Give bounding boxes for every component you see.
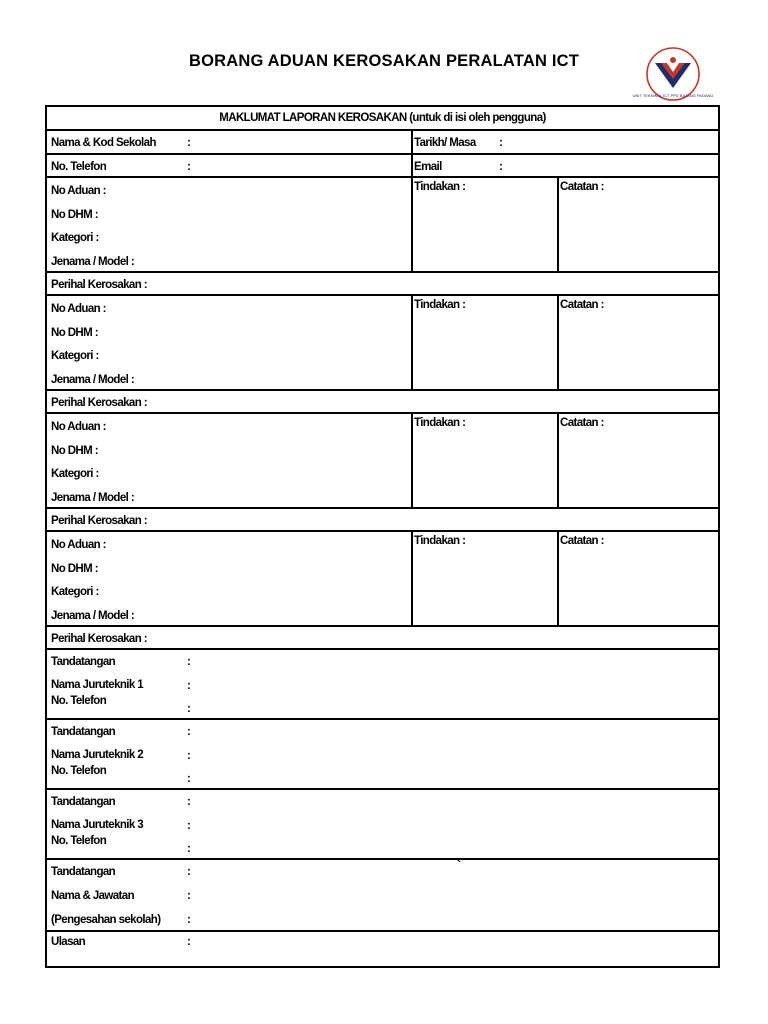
tindakan-label: Tindakan : — [414, 299, 466, 311]
endorsement-signature-label: Tandatangan — [51, 866, 116, 878]
tech-phone-colon: : — [187, 843, 191, 855]
tech-signature-label: Tandatangan — [51, 656, 116, 668]
no-aduan-label: No Aduan : — [51, 303, 106, 315]
jenama-label: Jenama / Model : — [51, 609, 135, 622]
email-colon: : — [499, 161, 503, 173]
tech-name-label: Nama Juruteknik 3 — [51, 819, 144, 831]
phone-colon: : — [187, 161, 191, 173]
no-aduan-label: No Aduan : — [51, 539, 106, 551]
tech-signature-colon: : — [187, 796, 191, 808]
remarks-colon: : — [187, 936, 191, 948]
remarks-label: Ulasan — [51, 936, 86, 948]
catatan-label: Catatan : — [560, 417, 604, 429]
tech-name-label: Nama Juruteknik 1 — [51, 679, 144, 691]
tindakan-label: Tindakan : — [414, 535, 466, 547]
divider — [557, 414, 559, 509]
perihal-label: Perihal Kerosakan : — [51, 515, 147, 527]
endorsement-block — [47, 860, 718, 932]
endorsement-note: (Pengesahan sekolah) — [51, 914, 161, 926]
jenama-label: Jenama / Model : — [51, 255, 135, 268]
technician-block — [47, 720, 718, 790]
no-dhm-label: No DHM : — [51, 562, 98, 575]
catatan-label: Catatan : — [560, 535, 604, 547]
form-header-banner — [47, 107, 718, 131]
unit-logo — [632, 46, 714, 102]
tech-signature-label: Tandatangan — [51, 796, 116, 808]
email-label: Email — [414, 161, 442, 173]
phone-row — [47, 155, 718, 178]
perihal-row — [47, 273, 718, 296]
jenama-label: Jenama / Model : — [51, 373, 135, 386]
perihal-label: Perihal Kerosakan : — [51, 397, 147, 409]
divider — [411, 131, 413, 155]
date-colon: : — [499, 137, 503, 149]
no-dhm-label: No DHM : — [51, 208, 98, 221]
divider — [411, 414, 413, 509]
complaint-form — [45, 105, 720, 968]
kategori-label: Kategori : — [51, 586, 99, 598]
endorsement-name-colon: : — [187, 890, 191, 902]
tech-name-colon: : — [187, 750, 191, 762]
endorsement-note-colon: : — [187, 914, 191, 926]
tech-phone-colon: : — [187, 703, 191, 715]
tech-signature-label: Tandatangan — [51, 726, 116, 738]
no-aduan-label: No Aduan : — [51, 421, 106, 433]
date-label: Tarikh/ Masa — [414, 137, 476, 149]
catatan-label: Catatan : — [560, 181, 604, 193]
form-title: BORANG ADUAN KEROSAKAN PERALATAN ICT — [188, 52, 580, 70]
tech-signature-colon: : — [187, 726, 191, 738]
tech-phone-label: No. Telefon — [51, 835, 107, 847]
complaint-block — [47, 178, 718, 273]
tindakan-label: Tindakan : — [414, 417, 466, 429]
remarks-block — [47, 932, 718, 968]
no-dhm-label: No DHM : — [51, 326, 98, 339]
divider — [557, 178, 559, 273]
perihal-row — [47, 509, 718, 532]
kategori-label: Kategori : — [51, 232, 99, 244]
tindakan-label: Tindakan : — [414, 181, 466, 193]
endorsement-signature-colon: : — [187, 866, 191, 878]
tech-phone-label: No. Telefon — [51, 765, 107, 777]
perihal-label: Perihal Kerosakan : — [51, 633, 147, 645]
perihal-row — [47, 627, 718, 650]
complaint-block — [47, 414, 718, 509]
stray-mark: ` — [457, 858, 461, 872]
no-aduan-label: No Aduan : — [51, 185, 106, 197]
complaint-block — [47, 532, 718, 627]
endorsement-name-label: Nama & Jawatan — [51, 890, 134, 902]
perihal-label: Perihal Kerosakan : — [51, 279, 147, 291]
banner-text: MAKLUMAT LAPORAN KEROSAKAN (untuk di isi oleh pengguna) — [219, 112, 546, 124]
school-colon: : — [187, 137, 191, 149]
tech-signature-colon: : — [187, 656, 191, 668]
phone-label: No. Telefon — [51, 161, 107, 173]
jenama-label: Jenama / Model : — [51, 491, 135, 504]
tech-name-label: Nama Juruteknik 2 — [51, 749, 144, 761]
technician-block — [47, 650, 718, 720]
logo-text: UNIT TEKNIKAL ICT PPD BATANG PADANG — [632, 93, 714, 98]
catatan-label: Catatan : — [560, 299, 604, 311]
perihal-row — [47, 391, 718, 414]
tech-name-colon: : — [187, 820, 191, 832]
school-row — [47, 131, 718, 155]
divider — [411, 296, 413, 391]
divider — [411, 178, 413, 273]
divider — [557, 296, 559, 391]
divider — [411, 532, 413, 627]
tech-phone-colon: : — [187, 773, 191, 785]
tech-name-colon: : — [187, 680, 191, 692]
kategori-label: Kategori : — [51, 350, 99, 362]
tech-phone-label: No. Telefon — [51, 695, 107, 707]
no-dhm-label: No DHM : — [51, 444, 98, 457]
school-label: Nama & Kod Sekolah — [51, 137, 156, 149]
divider — [411, 155, 413, 178]
kategori-label: Kategori : — [51, 468, 99, 480]
complaint-block — [47, 296, 718, 391]
divider — [557, 532, 559, 627]
technician-block — [47, 790, 718, 860]
